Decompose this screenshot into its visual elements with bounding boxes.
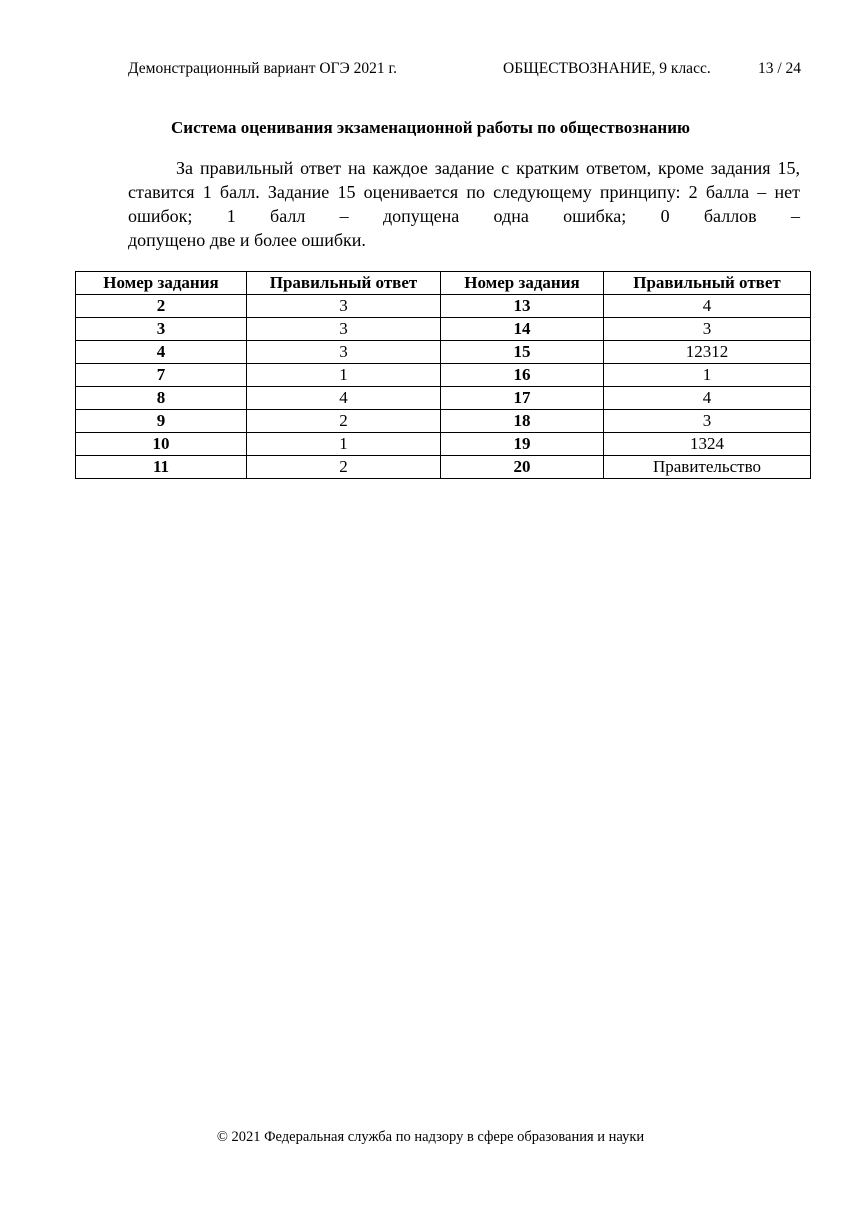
task-number-cell: 14 [441, 318, 604, 341]
answer-cell: 3 [247, 341, 441, 364]
answer-cell: 12312 [604, 341, 811, 364]
task-number-cell: 7 [76, 364, 247, 387]
page-title: Система оценивания экзаменационной работы по обществознанию [171, 118, 690, 137]
header-exam-title: Демонстрационный вариант ОГЭ 2021 г. [128, 60, 397, 77]
task-number-cell: 10 [76, 433, 247, 456]
table-header-row [76, 272, 811, 295]
answer-cell: 4 [604, 295, 811, 318]
task-number-cell: 13 [441, 295, 604, 318]
intro-paragraph [128, 156, 800, 252]
answer-cell: 1324 [604, 433, 811, 456]
table-row [76, 456, 811, 479]
page-footer: © 2021 Федеральная служба по надзору в сфере образования и науки [216, 1129, 645, 1145]
task-number-cell: 15 [441, 341, 604, 364]
task-number-cell: 4 [76, 341, 247, 364]
task-number-cell: 18 [441, 410, 604, 433]
answer-cell: 4 [247, 387, 441, 410]
task-number-cell: 11 [76, 456, 247, 479]
table-row [76, 387, 811, 410]
table-row [76, 433, 811, 456]
header-page-number: 13 / 24 [757, 60, 801, 77]
header-subject: ОБЩЕСТВОЗНАНИЕ, 9 класс. [503, 60, 711, 77]
col-header-correct-answer: Правильный ответ [604, 272, 811, 295]
task-number-cell: 9 [76, 410, 247, 433]
answer-cell: 1 [247, 433, 441, 456]
col-header-task-number: Номер задания [76, 272, 247, 295]
answer-cell: 3 [247, 318, 441, 341]
task-number-cell: 8 [76, 387, 247, 410]
intro-text-last-line: допущено две и более ошибки. [128, 230, 366, 250]
table-row [76, 410, 811, 433]
answer-cell: 3 [247, 295, 441, 318]
task-number-cell: 16 [441, 364, 604, 387]
table-row [76, 341, 811, 364]
col-header-task-number: Номер задания [441, 272, 604, 295]
task-number-cell: 20 [441, 456, 604, 479]
task-number-cell: 19 [441, 433, 604, 456]
answer-cell: 2 [247, 456, 441, 479]
answers-table [75, 271, 811, 479]
answer-cell: 4 [604, 387, 811, 410]
task-number-cell: 17 [441, 387, 604, 410]
page-header [128, 60, 801, 80]
answer-cell: 2 [247, 410, 441, 433]
table-row [76, 295, 811, 318]
col-header-correct-answer: Правильный ответ [247, 272, 441, 295]
answer-cell: 3 [604, 410, 811, 433]
answer-cell: Правительство [604, 456, 811, 479]
answer-cell: 1 [604, 364, 811, 387]
task-number-cell: 3 [76, 318, 247, 341]
answer-cell: 1 [247, 364, 441, 387]
table-row [76, 318, 811, 341]
table-row [76, 364, 811, 387]
intro-text: За правильный ответ на каждое задание с кратким ответом, кроме задания 15, ставится 1 балл. Задание 15 оценивается по следующему принципу: 2 балла – нет ошибок; 1 балл – допущена одна ошибка; 0 баллов – [128, 158, 800, 226]
answer-cell: 3 [604, 318, 811, 341]
task-number-cell: 2 [76, 295, 247, 318]
